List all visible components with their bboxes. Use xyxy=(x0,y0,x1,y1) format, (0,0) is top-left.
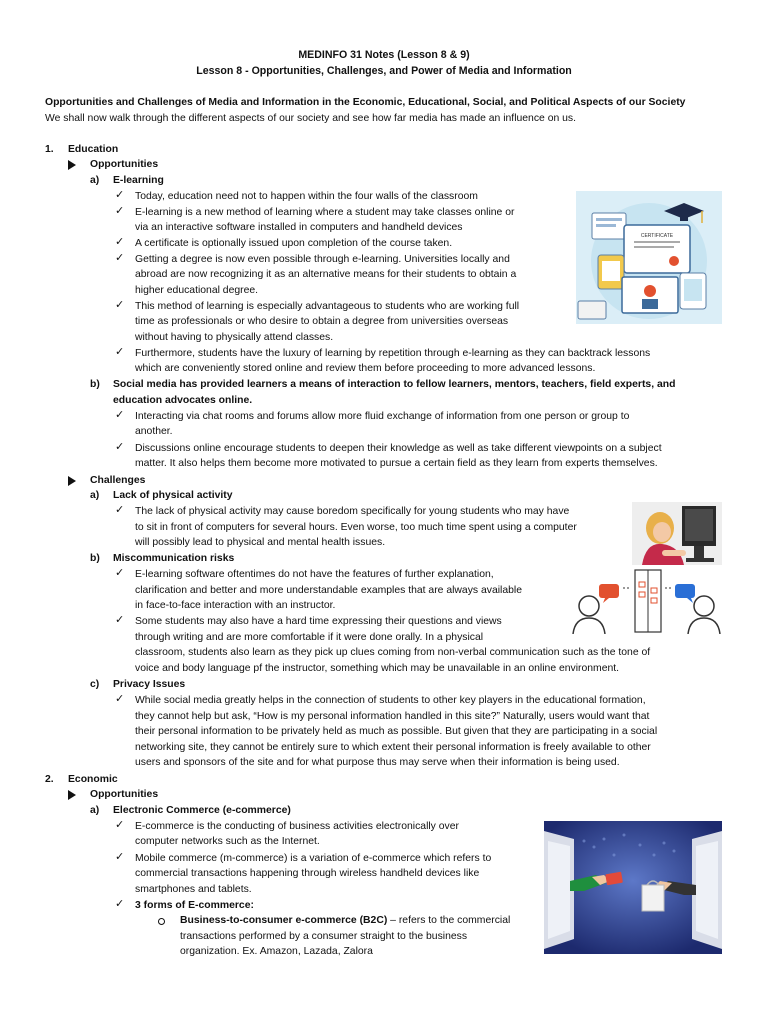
bullet-text: matter. It also helps them become more motivated to pursue a certain field as they learn from experts themselves. xyxy=(135,458,658,469)
item-title: Lack of physical activity xyxy=(113,490,233,501)
doc-subtitle: Lesson 8 - Opportunities, Challenges, and Power of Media and Information xyxy=(196,65,572,77)
bullet-text: in face-to-face interaction with an instructor. xyxy=(135,600,336,611)
bullet-text: Furthermore, students have the luxury of learning by repetition through e-learning as they can backtrack lessons xyxy=(135,348,651,359)
section-number: 2. xyxy=(45,774,54,785)
checkmark-icon: ✓ xyxy=(115,205,125,217)
bullet-text: Today, education need not to happen within the four walls of the classroom xyxy=(135,191,478,202)
bullet-text: transactions performed by a consumer straight to the business xyxy=(180,931,468,942)
bullet-text: will possibly lead to physical and mental health issues. xyxy=(135,537,386,548)
bullet-text: higher educational degree. xyxy=(135,285,259,296)
bullet-text: which are conveniently stored online and review them before proceeding to more advanced lessons. xyxy=(135,363,596,374)
item-title: Privacy Issues xyxy=(113,679,186,690)
bullet-text: voice and body language pf the instructor, something which may be unavailable in an online environment. xyxy=(135,663,620,674)
arrow-bullet-icon xyxy=(68,476,76,486)
bullet-text: E-learning software oftentimes do not have the features of further explanation, xyxy=(135,569,494,580)
checkmark-icon: ✓ xyxy=(115,252,125,264)
item-title: Miscommunication risks xyxy=(113,553,235,564)
bullet-text: organization. Ex. Amazon, Lazada, Zalora xyxy=(180,946,373,957)
bullet-text: networking site, they cannot be entirely sure to which extent their personal information is freely available to other xyxy=(135,742,651,753)
bullet-text: classroom, students also learn as they pick up clues coming from non-verbal communication such as the tone of xyxy=(135,647,651,658)
bullet-text: their personal information to be privately held as much as possible. But given that they are participating in a social xyxy=(135,726,658,737)
checkmark-icon: ✓ xyxy=(115,851,125,863)
checkmark-icon: ✓ xyxy=(115,819,125,831)
bullet-text: While social media greatly helps in the connection of students to other key players in the educational formation, xyxy=(135,695,646,706)
section-title: Education xyxy=(68,144,119,155)
item-label: c) xyxy=(90,679,100,690)
subsection-title: Opportunities xyxy=(90,159,159,170)
bullet-text: Some students may also have a hard time expressing their questions and views xyxy=(135,616,502,627)
bullet-text: another. xyxy=(135,426,173,437)
item-title: education advocates online. xyxy=(113,395,253,406)
bullet-text: Discussions online encourage students to deepen their knowledge as well as take different viewpoints on a subject xyxy=(135,443,662,454)
b2c-definition: – refers to the commercial xyxy=(387,915,511,926)
bullet-text: This method of learning is especially advantageous to students who are working full xyxy=(135,301,520,312)
section-title: Economic xyxy=(68,774,118,785)
bullet-text: through writing and are more comfortable if it were done orally. In a physical xyxy=(135,632,484,643)
doc-title: MEDINFO 31 Notes (Lesson 8 & 9) xyxy=(298,49,470,61)
bullet-text: E-commerce is the conducting of business activities electronically over xyxy=(135,821,459,832)
miscommunication-illustration xyxy=(571,568,722,634)
bullet-text: E-learning is a new method of learning where a student may take classes online or xyxy=(135,207,515,218)
bullet-text: Interacting via chat rooms and forums allow more fluid exchange of information from one person or group to xyxy=(135,411,630,422)
circle-bullet-icon xyxy=(158,918,165,925)
checkmark-icon: ✓ xyxy=(115,504,125,516)
arrow-bullet-icon xyxy=(68,160,76,170)
item-label: b) xyxy=(90,379,100,390)
bullet-text: commercial transactions happening through wireless handheld devices like xyxy=(135,868,480,879)
item-label: b) xyxy=(90,553,100,564)
bullet-text: Getting a degree is now even possible through e-learning. Universities locally and xyxy=(135,254,510,265)
bullet-text: via an interactive software installed in computers and handheld devices xyxy=(135,222,463,233)
bullet-text: to sit in front of computers for several hours. Even worse, too much time spent using a computer xyxy=(135,522,577,533)
elearning-illustration xyxy=(576,191,722,324)
bullet-text: clarification and better and more understandable examples that are always available xyxy=(135,585,522,596)
bullet-text: they cannot help but ask, “How is my personal information handled in this site?” Naturally, users would want that xyxy=(135,711,650,722)
item-label: a) xyxy=(90,805,100,816)
certificate-text: CERTIFICATE xyxy=(640,233,674,239)
bullet-text: users and sponsors of the site and for what purpose thus may serve when their information is being used. xyxy=(135,757,620,768)
b2c-term: Business-to-consumer e-commerce (B2C) xyxy=(180,915,388,926)
checkmark-icon: ✓ xyxy=(115,346,125,358)
bullet-text: The lack of physical activity may cause boredom specifically for young students who may have xyxy=(135,506,570,517)
item-title: E-learning xyxy=(113,175,164,186)
checkmark-icon: ✓ xyxy=(115,898,125,910)
item-title: Social media has provided learners a means of interaction to fellow learners, mentors, teachers, field experts, and xyxy=(113,379,676,390)
arrow-bullet-icon xyxy=(68,790,76,800)
bullet-text: Mobile commerce (m-commerce) is a variation of e-commerce which refers to xyxy=(135,853,492,864)
checkmark-icon: ✓ xyxy=(115,299,125,311)
bullet-text: without having to physically attend classes. xyxy=(135,332,334,343)
checkmark-icon: ✓ xyxy=(115,567,125,579)
checkmark-icon: ✓ xyxy=(115,441,125,453)
item-title: Electronic Commerce (e-commerce) xyxy=(113,805,291,816)
bullet-text: smartphones and tablets. xyxy=(135,884,252,895)
item-label: a) xyxy=(90,490,100,501)
bullet-text: computer networks such as the Internet. xyxy=(135,836,320,847)
bullet-text xyxy=(180,913,510,929)
checkmark-icon: ✓ xyxy=(115,236,125,248)
subsection-title: Opportunities xyxy=(90,789,159,800)
ecommerce-illustration xyxy=(544,821,722,954)
bullet-text: time as professionals or who desire to obtain a degree from universities overseas xyxy=(135,316,509,327)
item-label: a) xyxy=(90,175,100,186)
subsection-title: Challenges xyxy=(90,475,146,486)
child-computer-photo xyxy=(632,502,722,565)
checkmark-icon: ✓ xyxy=(115,409,125,421)
section-number: 1. xyxy=(45,144,54,155)
checkmark-icon: ✓ xyxy=(115,693,125,705)
intro-text: We shall now walk through the different aspects of our society and see how far media has made an influence on us. xyxy=(45,113,577,124)
item-title: 3 forms of E-commerce: xyxy=(135,900,254,911)
bullet-text: abroad are now recognizing it as an alternative means for their students to obtain a xyxy=(135,269,517,280)
intro-heading: Opportunities and Challenges of Media and Information in the Economic, Educational, Social, and Political Aspects of our Society xyxy=(45,97,686,108)
checkmark-icon: ✓ xyxy=(115,189,125,201)
bullet-text: A certificate is optionally issued upon completion of the course taken. xyxy=(135,238,453,249)
checkmark-icon: ✓ xyxy=(115,614,125,626)
